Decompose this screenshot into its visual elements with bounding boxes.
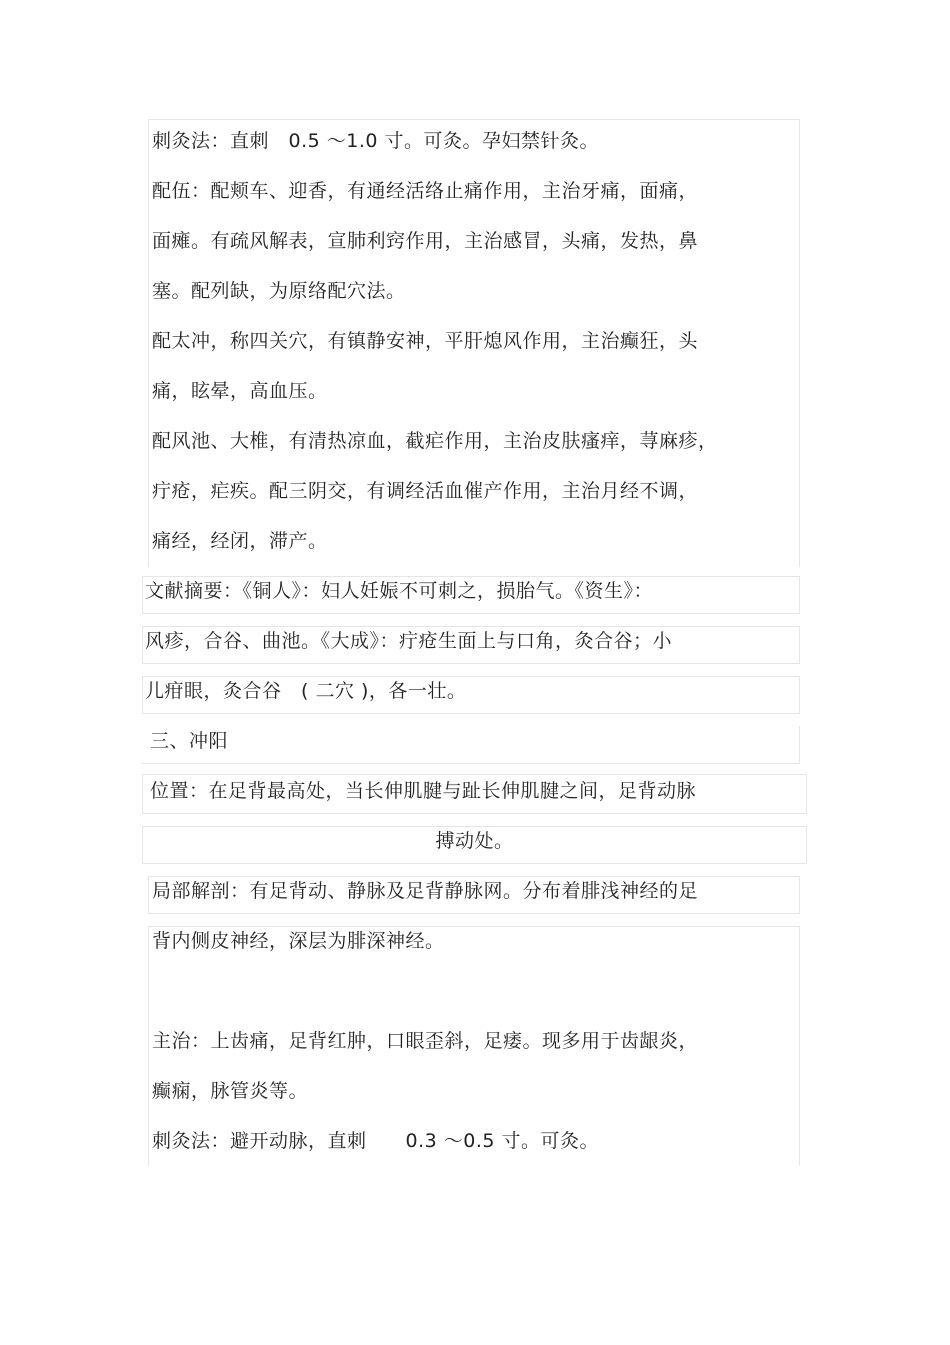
position-text: 位置：在足背最高处，当长伸肌腱与趾长伸肌腱之间，足背动脉 bbox=[150, 780, 697, 802]
pairing-text: 面瘫。有疏风解表，宣肺利窍作用，主治感冒，头痛，发热，鼻 bbox=[152, 230, 699, 252]
pairing-text: 痛经，经闭，滞产。 bbox=[152, 530, 328, 552]
literature-text: 风疹，合谷、曲池。《大成》：疔疮生面上与口角，灸合谷；小 bbox=[145, 630, 673, 652]
pairing-text: 塞。配列缺，为原络配穴法。 bbox=[152, 280, 406, 302]
needling-text: 刺灸法：直刺 0.5 ～1.0 寸。可灸。孕妇禁针灸。 bbox=[152, 130, 600, 152]
text-block-border bbox=[142, 726, 800, 764]
literature-text: 文献摘要：《铜人》：妇人妊娠不可刺之，损胎气。《资生》： bbox=[145, 580, 654, 602]
needling-text: 刺灸法：避开动脉，直刺 0.3 ～0.5 寸。可灸。 bbox=[152, 1130, 600, 1152]
anatomy-text: 局部解剖：有足背动、静脉及足背静脉网。分布着腓浅神经的足 bbox=[152, 880, 699, 902]
literature-text: 儿疳眼，灸合谷 ( 二穴 )，各一壮。 bbox=[145, 680, 467, 702]
position-text: 搏动处。 bbox=[435, 830, 514, 852]
indication-text: 癫痫，脉管炎等。 bbox=[152, 1080, 309, 1102]
indication-text: 主治：上齿痛，足背红肿，口眼歪斜，足痿。现多用于齿龈炎， bbox=[152, 1030, 699, 1052]
pairing-text: 配风池、大椎，有清热凉血，截疟作用，主治皮肤瘙痒，荨麻疹， bbox=[152, 430, 718, 452]
pairing-text: 疔疮，疟疾。配三阴交，有调经活血催产作用，主治月经不调， bbox=[152, 480, 699, 502]
section-heading: 三、冲阳 bbox=[150, 730, 229, 752]
anatomy-text: 背内侧皮神经，深层为腓深神经。 bbox=[152, 930, 445, 952]
pairing-text: 配太冲，称四关穴，有镇静安神，平肝熄风作用，主治癫狂，头 bbox=[152, 330, 699, 352]
pairing-text: 痛，眩晕，高血压。 bbox=[152, 380, 328, 402]
pairing-text: 配伍：配颊车、迎香，有通经活络止痛作用，主治牙痛，面痛， bbox=[152, 180, 699, 202]
